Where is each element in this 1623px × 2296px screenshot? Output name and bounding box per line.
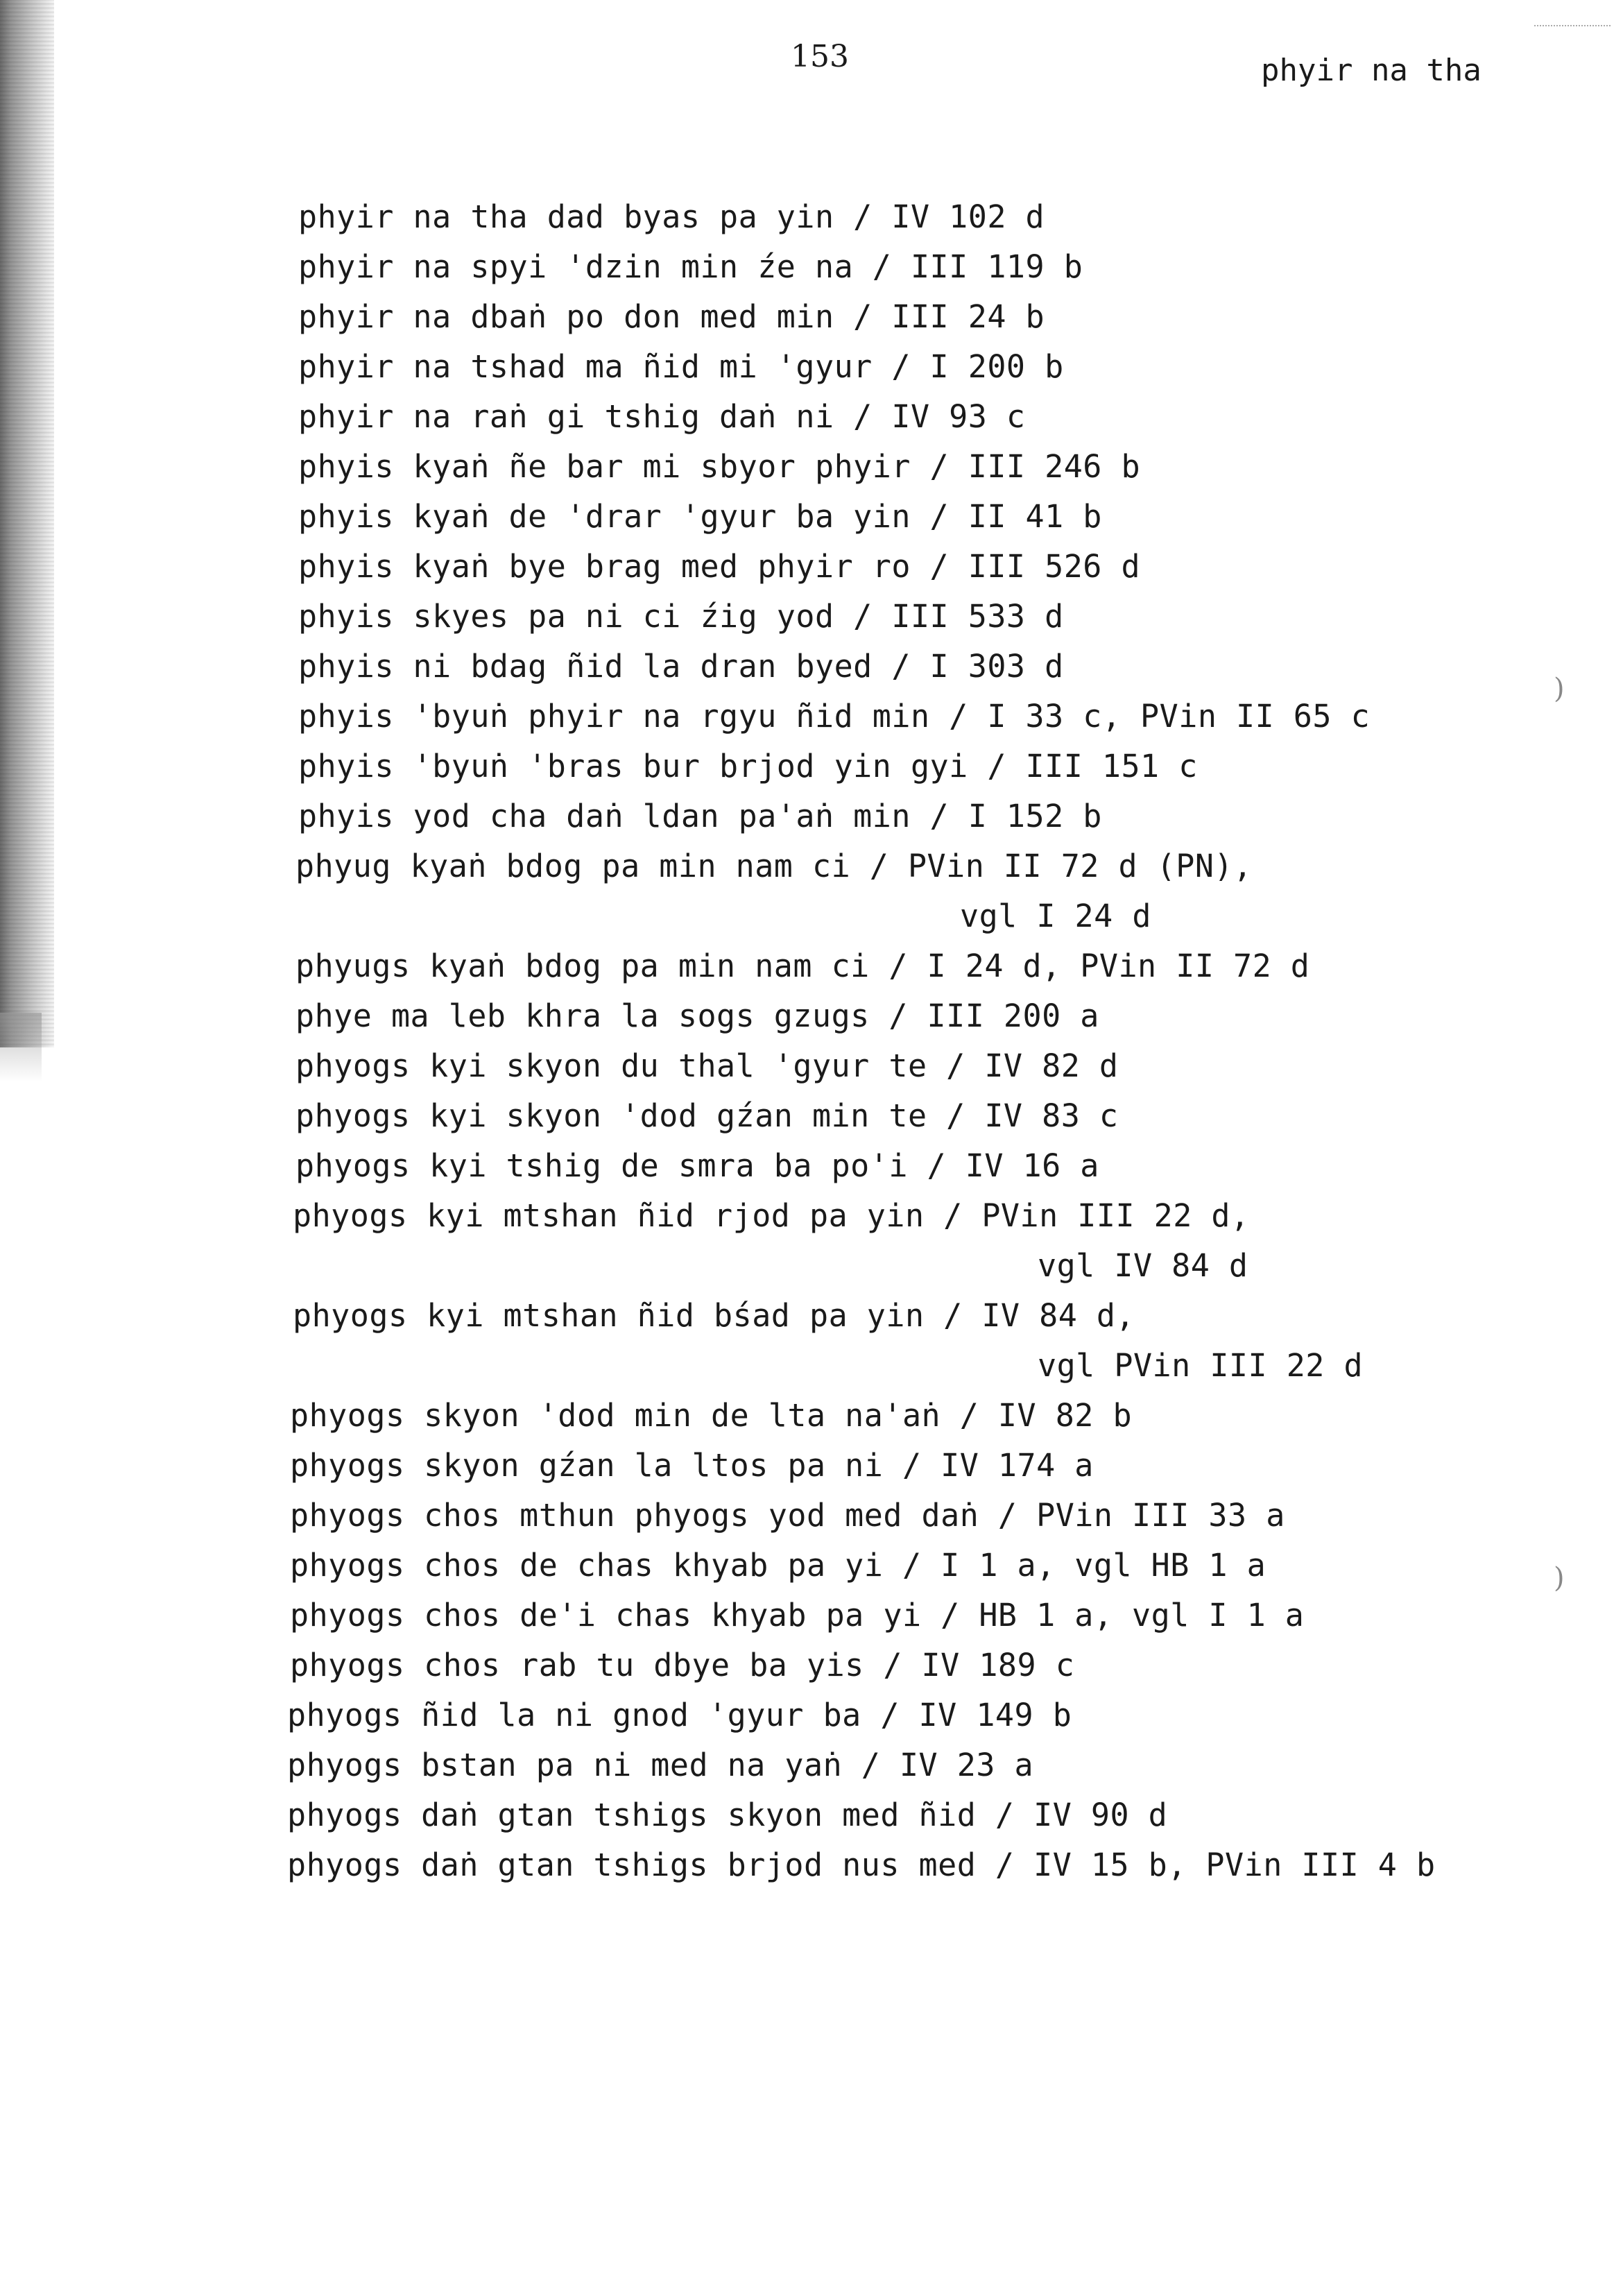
entry-line: phyogs chos de'i chas khyab pa yi / HB 1 a, vgl I 1 a xyxy=(290,1597,1305,1634)
entry-line: phyogs bstan pa ni med na yaṅ / IV 23 a xyxy=(287,1747,1034,1783)
margin-mark: ) xyxy=(1554,673,1565,705)
entry-line: phyis 'byuṅ phyir na rgyu ñid min / I 33 c, PVin II 65 c xyxy=(298,698,1371,735)
entry-continuation: vgl IV 84 d xyxy=(1038,1247,1248,1284)
entry-line: phyis kyaṅ ñe bar mi sbyor phyir / III 246 b xyxy=(298,448,1141,485)
entry-line: phyogs daṅ gtan tshigs brjod nus med / IV 15 b, PVin III 4 b xyxy=(287,1847,1436,1883)
entry-line: phyogs chos de chas khyab pa yi / I 1 a, vgl HB 1 a xyxy=(290,1547,1266,1584)
entry-line: phyogs skyon 'dod min de lta na'aṅ / IV 82 b xyxy=(290,1397,1133,1434)
entry-line: phyis yod cha daṅ ldan pa'aṅ min / I 152 b xyxy=(298,798,1102,834)
entry-line: phyug kyaṅ bdog pa min nam ci / PVin II 72 d (PN), xyxy=(295,848,1253,884)
entry-line: phyis 'byuṅ 'bras bur brjod yin gyi / III 151 c xyxy=(298,748,1198,785)
entry-line: phyir na tha dad byas pa yin / IV 102 d xyxy=(298,198,1045,235)
entry-line: phyir na raṅ gi tshig daṅ ni / IV 93 c xyxy=(298,398,1026,435)
entry-line: phyir na tshad ma ñid mi 'gyur / I 200 b xyxy=(298,348,1064,385)
entry-line: phyogs skyon gźan la ltos pa ni / IV 174 a xyxy=(290,1447,1094,1484)
running-head: phyir na tha xyxy=(1261,53,1482,88)
entry-line: phyis ni bdag ñid la dran byed / I 303 d xyxy=(298,648,1064,685)
entry-continuation: vgl I 24 d xyxy=(960,898,1151,934)
entry-line: phyis kyaṅ de 'drar 'gyur ba yin / II 41 b xyxy=(298,498,1102,535)
entry-line: phyogs kyi skyon 'dod gźan min te / IV 83 c xyxy=(295,1097,1119,1134)
entry-line: phyogs daṅ gtan tshigs skyon med ñid / IV 90 d xyxy=(287,1797,1168,1833)
entry-line: phyogs kyi mtshan ñid rjod pa yin / PVin III 22 d, xyxy=(293,1197,1250,1234)
entry-line: phye ma leb khra la sogs gzugs / III 200 a xyxy=(295,997,1099,1034)
entry-line: phyogs kyi mtshan ñid bśad pa yin / IV 84 d, xyxy=(293,1297,1135,1334)
entry-line: phyis skyes pa ni ci źig yod / III 533 d xyxy=(298,598,1064,635)
entry-line: phyogs kyi tshig de smra ba po'i / IV 16 a xyxy=(295,1147,1099,1184)
entry-line: phyis kyaṅ bye brag med phyir ro / III 526 d xyxy=(298,548,1141,585)
entry-line: phyogs ñid la ni gnod 'gyur ba / IV 149 b xyxy=(287,1697,1072,1733)
margin-mark: ) xyxy=(1554,1562,1565,1594)
entry-line: phyogs chos rab tu dbye ba yis / IV 189 c xyxy=(290,1647,1075,1684)
entry-line: phyugs kyaṅ bdog pa min nam ci / I 24 d, PVin II 72 d xyxy=(295,948,1310,984)
entry-line: phyir na dbaṅ po don med min / III 24 b xyxy=(298,298,1045,335)
entry-line: phyogs kyi skyon du thal 'gyur te / IV 82 d xyxy=(295,1047,1119,1084)
entry-line: phyogs chos mthun phyogs yod med daṅ / PVin III 33 a xyxy=(290,1497,1285,1534)
entry-continuation: vgl PVin III 22 d xyxy=(1038,1347,1364,1384)
entry-line: phyir na spyi 'dzin min źe na / III 119 b xyxy=(298,248,1083,285)
page-number: 153 xyxy=(791,39,849,74)
